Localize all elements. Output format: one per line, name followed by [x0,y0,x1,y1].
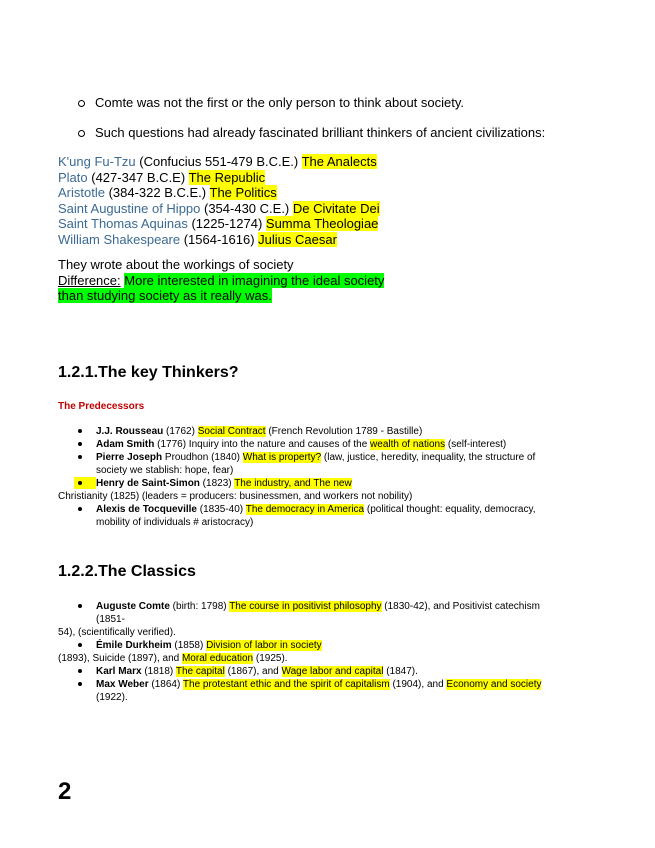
intro-bullet-text: Comte was not the first or the only person to think about society. [95,95,465,110]
difference-text-1: More interested in imagining the ideal society [124,272,385,288]
predecessors-subheading: The Predecessors [58,401,145,412]
thinker-name: Aristotle [58,185,105,200]
difference-line [58,273,384,289]
predecessor-year: (1762) [163,426,198,437]
classic-cont-text: (1925). [253,653,288,664]
thinker-line [58,170,380,186]
classic-work: The course in positivist philosophy [229,601,382,612]
classic-note: (1847). [383,666,418,677]
predecessor-name: Alexis de Tocqueville [96,504,197,515]
classic-work: Moral education [181,653,254,664]
predecessor-note: (French Revolution 1789 - Bastille) [265,426,423,437]
predecessor-name: J.J. Rousseau [96,426,164,437]
thinker-work: De Civitate Dei [292,200,380,216]
predecessor-continuation: mobility of individuals # aristocracy) [96,517,254,528]
bullet-icon [78,507,82,511]
predecessor-continuation: society we stablish: hope, fear) [96,465,234,476]
difference-block [58,257,384,304]
classic-note: (1830-42), and Positivist catechism [381,601,540,612]
thinker-details: (354-430 C.E.) [200,200,293,216]
bullet-icon [78,442,82,446]
classic-cont-text: (1893), Suicide (1897), and [58,653,182,664]
thinker-work: The Republic [188,169,266,185]
predecessor-year: (1835-40) [196,504,246,515]
bullet-icon [78,481,82,485]
bullet-icon [78,429,82,433]
classic-note: (1867), and [224,666,282,677]
thinker-work: Summa Theologiae [265,216,379,231]
classic-work: The protestant ethic and the spirit of capitalism [182,679,390,690]
predecessor-name: Adam Smith [96,439,155,450]
thinker-details: (Confucius 551-479 B.C.E.) [135,154,302,169]
classic-work: Division of labor in society [206,640,322,651]
thinker-details: (384-322 B.C.E.) [104,185,210,200]
classic-work: Economy and society [446,679,542,690]
bullet-icon [78,455,82,459]
classic-year: (1858) [171,640,207,651]
section-heading-classics: 1.2.2.The Classics [58,563,196,580]
classic-work: Wage labor and capital [281,666,384,677]
predecessor-note: (law, justice, heredity, inequality, the structure of [321,452,536,463]
predecessor-work: The industry, and The new [234,478,352,489]
classic-year: (1864) [148,679,183,690]
difference-text-2: than studying society as it really was. [58,288,272,303]
predecessor-continuation: Christianity (1825) (leaders = producers: businessmen, and workers not nobility) [58,491,413,502]
predecessor-work: What is property? [242,452,322,463]
thinker-name: K'ung Fu-Tzu [58,154,136,169]
difference-line-2 [58,288,384,304]
thinker-line [58,232,380,248]
page-number: 2 [58,778,72,805]
predecessor-year: (1776) Inquiry into the nature and causes of the [154,439,371,450]
predecessor-note: (self-interest) [445,439,507,450]
hollow-bullet-icon [78,130,85,137]
classic-continuation: (1851- [96,614,125,625]
thinker-line [58,201,380,217]
thinker-name: Plato [58,169,88,185]
thinker-details: (427-347 B.C.E) [87,169,189,185]
classic-year: (1818) [141,666,176,677]
thinker-work: The Analects [301,154,377,169]
predecessor-name: Henry de Saint-Simon [96,478,200,489]
thinker-line [58,154,380,170]
thinker-name: Saint Thomas Aquinas [58,216,188,231]
predecessor-year: Proudhon (1840) [162,452,243,463]
difference-label: Difference: [58,272,121,288]
predecessor-name: Pierre Joseph [96,452,163,463]
predecessor-work: wealth of nations [370,439,446,450]
ancient-thinkers-list [58,154,380,247]
classic-name: Émile Durkheim [96,640,172,651]
wrote-line: They wrote about the workings of society [58,257,294,272]
thinker-work: Julius Caesar [258,231,337,247]
thinker-line [58,216,380,232]
predecessor-work: The democracy in America [245,504,365,515]
thinker-work: The Politics [209,185,277,200]
classic-continuation [58,652,288,665]
bullet-icon [78,682,82,686]
classic-continuation: 54), (scientifically verified). [58,627,176,638]
bullet-icon [78,604,82,608]
predecessor-note: (political thought: equality, democracy, [364,504,536,515]
bullet-icon [78,669,82,673]
section-heading-key-thinkers: 1.2.1.The key Thinkers? [58,364,239,381]
thinker-name: William Shakespeare [58,231,181,247]
classic-name: Max Weber [96,679,149,690]
classic-work: The capital [175,666,225,677]
thinker-line [58,185,380,201]
intro-bullet-text: Such questions had already fascinated brilliant thinkers of ancient civilizations: [95,125,546,140]
thinker-details: (1225-1274) [187,216,266,231]
thinker-details: (1564-1616) [180,231,259,247]
classic-continuation: (1922). [96,692,128,703]
classic-year: (birth: 1798) [169,601,230,612]
classic-note: (1904), and [389,679,447,690]
bullet-icon [78,643,82,647]
predecessor-work: Social Contract [197,426,266,437]
hollow-bullet-icon [78,100,85,107]
predecessor-year: (1823) [199,478,235,489]
thinker-name: Saint Augustine of Hippo [58,200,201,216]
classic-name: Auguste Comte [96,601,170,612]
classic-name: Karl Marx [96,666,142,677]
